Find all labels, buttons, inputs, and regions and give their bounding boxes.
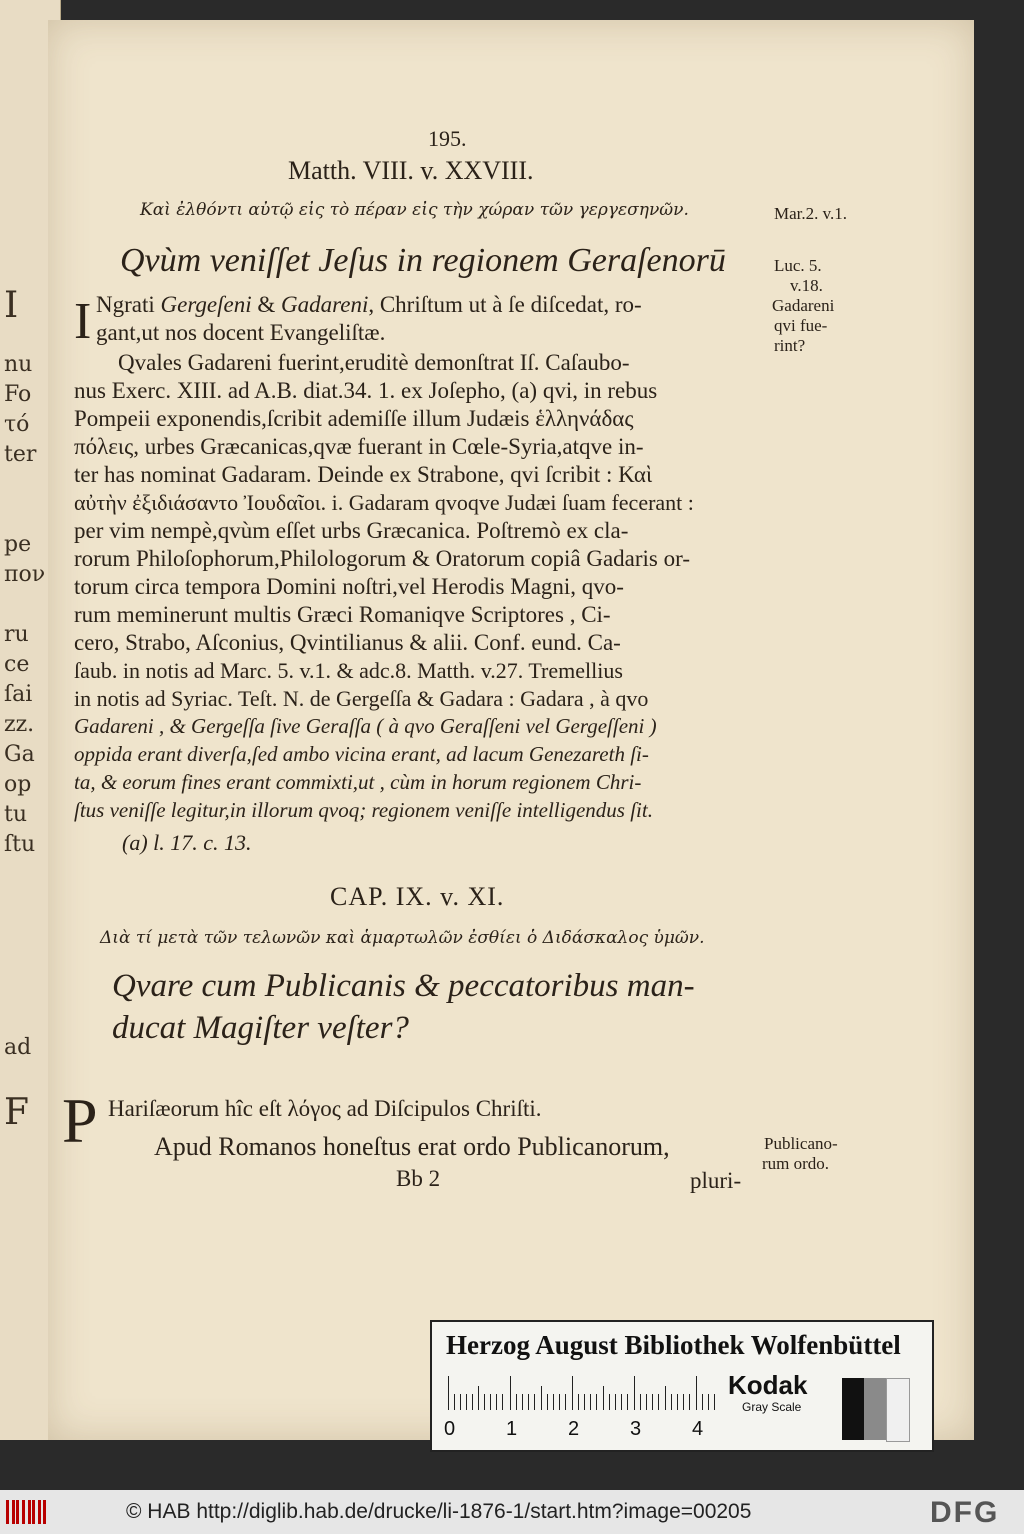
gray-scale-label: Gray Scale	[742, 1400, 802, 1414]
margin-note: Luc. 5.	[774, 256, 822, 275]
library-label	[430, 1320, 934, 1452]
section-heading: CAP. IX. v. XI.	[330, 882, 505, 911]
signature-mark: Bb 2	[396, 1166, 441, 1191]
catchword: pluri-	[690, 1168, 742, 1193]
page-number: 195.	[428, 126, 467, 151]
prev-page-fragment: nu	[4, 352, 33, 377]
prev-page-fragment: tu	[4, 802, 28, 827]
kodak-logo: Kodak	[728, 1370, 808, 1400]
prev-page-fragment: F	[4, 1092, 29, 1133]
gray-swatch	[864, 1378, 886, 1440]
body-line: rum meminerunt multis Græci Romaniqve Scriptores , Ci-	[74, 602, 611, 627]
section-heading: Matth. VIII. v. XXVIII.	[288, 156, 534, 185]
prev-page-fragment: ce	[4, 652, 30, 677]
scale-number: 3	[630, 1418, 642, 1440]
body-line: Pompeii exponendis,ſcribit ademiſſe illum Judæis ἑλληνάδας	[74, 406, 634, 431]
body-line: oppida erant diverſa,ſed ambo vicina erant, ad lacum Genezareth ſi-	[74, 742, 649, 766]
latin-verse-title: Qvùm veniſſet Jeſus in regionem Geraſenorū	[120, 242, 726, 279]
body-line: in notis ad Syriac. Teſt. N. de Gergeſſa & Gadara : Gadara , à qvo	[74, 686, 649, 711]
scale-number: 1	[506, 1418, 518, 1440]
margin-note: Publicano-	[764, 1134, 838, 1153]
prev-page-fragment: zz.	[4, 712, 35, 737]
footnote: (a) l. 17. c. 13.	[122, 830, 252, 855]
margin-note: Mar.2. v.1.	[774, 204, 848, 223]
gray-swatch	[886, 1378, 910, 1442]
scale-number: 4	[692, 1418, 704, 1440]
dfg-logo: DFG	[930, 1496, 1000, 1529]
prev-page-fragment: ru	[4, 622, 29, 647]
prev-page-fragment: Fo	[4, 382, 32, 407]
greek-verse: Διὰ τί μετὰ τῶν τελωνῶν καὶ ἁμαρτωλῶν ἐσθίει ὁ Διδάσκαλος ὑμῶν.	[100, 928, 705, 948]
prev-page-fragment: ſai	[4, 682, 33, 707]
body-line: Gadareni , & Gergeſſa ſive Geraſſa ( à qvo Geraſſeni vel Gergeſſeni )	[74, 714, 657, 738]
barcode-icon	[6, 1500, 46, 1524]
drop-capital: I	[74, 293, 92, 350]
latin-verse-title: ducat Magiſter veſter?	[112, 1010, 409, 1046]
gray-swatch	[842, 1378, 864, 1440]
body-line: Apud Romanos honeſtus erat ordo Publicanorum,	[154, 1132, 670, 1161]
body-line: ta, & eorum fines erant commixti,ut , cùm in horum regionem Chri-	[74, 770, 642, 794]
prev-page-fragment: τό	[4, 412, 30, 437]
body-line: torum circa tempora Domini noſtri,vel Herodis Magni, qvo-	[74, 574, 624, 599]
margin-note: v.18.	[790, 276, 823, 295]
prev-page-fragment: ter	[4, 442, 37, 467]
body-line: Ngrati Gergeſeni & Gadareni, Chriſtum ut à ſe diſcedat, ro-	[96, 292, 642, 317]
latin-verse-title: Qvare cum Publicanis & peccatoribus man-	[112, 968, 695, 1004]
prev-page-fragment: ad	[4, 1035, 32, 1060]
footer-bar	[0, 1490, 1024, 1534]
margin-note: qvi fue-	[774, 316, 828, 335]
margin-note: rint?	[774, 336, 806, 355]
prev-page-fragment: pe	[4, 532, 32, 557]
prev-page-fragment: op	[4, 772, 32, 797]
scale-number: 2	[568, 1418, 580, 1440]
prev-page-fragment: Ga	[4, 742, 35, 767]
body-line: rorum Philoſophorum,Philologorum & Oratorum copiâ Gadaris or-	[74, 546, 690, 571]
scale-number: 0	[444, 1418, 456, 1440]
body-line: ter has nominat Gadaram. Deinde ex Strabone, qvi ſcribit : Καὶ	[74, 462, 653, 487]
body-line: nus Exerc. XIII. ad A.B. diat.34. 1. ex Joſepho, (a) qvi, in rebus	[74, 378, 658, 403]
library-title: Herzog August Bibliothek Wolfenbüttel	[446, 1330, 901, 1360]
body-line: ſtus veniſſe legitur,in illorum qvoq; regionem veniſſe intelligendus ſit.	[74, 798, 653, 822]
body-line: per vim nempè,qvùm eſſet urbs Græcanica. Poſtremò ex cla-	[74, 518, 629, 543]
prev-page-fragment: I	[4, 285, 19, 326]
drop-capital: P	[62, 1085, 98, 1156]
prev-page-fragment: πον	[4, 562, 46, 587]
greek-verse: Καὶ ἐλθόντι αὐτῷ εἰς τὸ πέραν εἰς τὴν χώραν τῶν γεργεσηνῶν.	[140, 200, 689, 220]
margin-note: rum ordo.	[762, 1154, 830, 1173]
prev-page-fragment: ſtu	[4, 832, 36, 857]
scale-ruler	[444, 1376, 718, 1440]
body-line: Hariſæorum hîc eſt λόγος ad Diſcipulos Chriſti.	[108, 1096, 542, 1121]
body-line: cero, Strabo, Aſconius, Qvintilianus & alii. Conf. eund. Ca-	[74, 630, 621, 655]
body-line: πόλεις, urbes Græcanicas,qvæ fuerant in Cœle-Syria,atqve in-	[74, 434, 644, 459]
body-line: gant,ut nos docent Evangeliſtæ.	[96, 320, 386, 345]
body-line: ſaub. in notis ad Marc. 5. v.1. & adc.8. Matth. v.27. Tremellius	[74, 658, 623, 683]
book-page	[48, 20, 974, 1440]
margin-note: Gadareni	[772, 296, 835, 315]
copyright-url[interactable]: © HAB http://diglib.hab.de/drucke/li-1876-1/start.htm?image=00205	[126, 1500, 752, 1523]
body-line: Qvales Gadareni fuerint,eruditè demonſtrat Iſ. Caſaubo-	[118, 350, 630, 375]
body-line: αὐτὴν ἐξιδιάσαντο Ἰουδαῖοι. i. Gadaram qvoqve Judæi ſuam fecerant :	[74, 490, 694, 515]
